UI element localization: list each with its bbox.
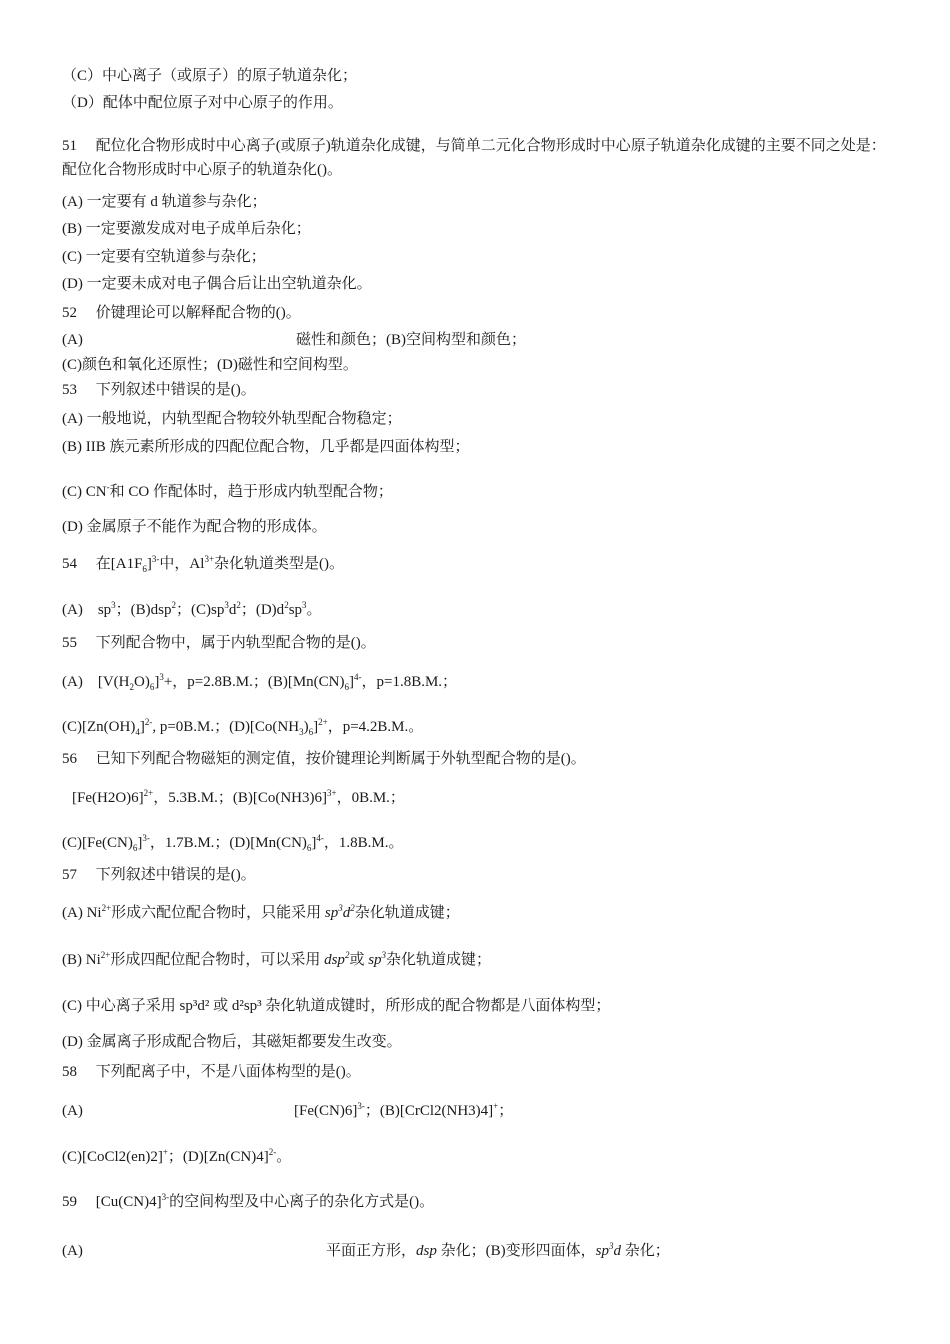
q56-options-cd: $(C)[Fe(CN)_6]^{3-}$，1.7B.M.；$(D)[Mn(CN)_6]^{4-}$，1.8B.M.。 [62, 833, 404, 853]
question-56: 56 已知下列配合物磁矩的测定值，按价键理论判断属于外轨型配合物的是()。 [62, 751, 586, 767]
question-51: 51 配位化合物形成时中心离子(或原子)轨道杂化成键，与简单二元化合物形成时中心原子轨道杂化成键的主要不同之处是：配位化合物形成时中心原子的轨道杂化()。 [62, 138, 886, 178]
question-57: 57 下列叙述中错误的是()。 [62, 867, 256, 883]
q57-option-d: (D) 金属离子形成配合物后，其磁矩都要发生改变。 [62, 1034, 402, 1050]
q57-option-c: (C) 中心离子采用 sp³d² 或 d²sp³ 杂化轨道成键时，所形成的配合物都是八面体构型； [62, 998, 611, 1014]
q58-options-ab: $[Fe(CN)6]^{3-}$；(B)[CrCl2(NH3)4]+； [294, 1101, 514, 1119]
q53-option-c: (C) CN-和 CO 作配体时，趋于形成内轨型配合物； [62, 482, 393, 500]
q57-option-a: (A) $Ni^{2+}$形成六配位配合物时，只能采用 $sp^3d^2$杂化轨道成键； [62, 903, 460, 921]
question-54: 54 在$[A1F_6]^{3-}$中，$Al^{3+}$杂化轨道类型是()。 [62, 554, 345, 574]
question-58: 58 下列配离子中，不是八面体构型的是()。 [62, 1064, 361, 1080]
q56-options-ab: $[Fe(H2O)6]^{2+}$，5.3B.M.；$(B)[Co(NH3)6]^{3+}$，0B.M.； [72, 788, 405, 806]
q55-options-ab: (A) $[V(H_2O)_6]^3+$，p=2.8B.M.；$(B)[Mn(CN)_6]^{4-}$，p=1.8B.M.； [62, 672, 458, 692]
q51-option-d: (D) 一定要未成对电子偶合后让出空轨道杂化。 [62, 276, 372, 292]
q59-option-a-label: (A) [62, 1243, 83, 1259]
q53-option-a: (A) 一般地说，内轨型配合物较外轨型配合物稳定； [62, 411, 402, 427]
q51-option-c: (C) 一定要有空轨道参与杂化； [62, 249, 266, 265]
q53-option-d: (D) 金属原子不能作为配合物的形成体。 [62, 519, 327, 535]
q51-option-b: (B) 一定要激发成对电子成单后杂化； [62, 221, 311, 237]
q58-option-a-label: (A) [62, 1103, 83, 1119]
q53-option-b: (B) IIB 族元素所形成的四配位配合物，几乎都是四面体构型； [62, 439, 470, 455]
question-53: 53 下列叙述中错误的是()。 [62, 382, 256, 398]
question-59: 59 $[Cu(CN)4]^{3-}$的空间构型及中心离子的杂化方式是()。 [62, 1192, 435, 1210]
option-d-prev: （D）配体中配位原子对中心原子的作用。 [62, 95, 343, 111]
q58-options-cd: (C)[CoCl2(en)2]+；$(D)[Zn(CN)4]^{2-}$。 [62, 1147, 292, 1165]
q55-options-cd: $(C)[Zn(OH)_4]^{2-}$, p=0B.M.；$(D)[Co(NH_3)_6]^{2+}$，p=4.2B.M.。 [62, 717, 424, 737]
q52-options-ab: 磁性和颜色；(B)空间构型和颜色； [296, 332, 526, 348]
option-c-prev: （C）中心离子（或原子）的原子轨道杂化； [62, 68, 358, 84]
q54-options: (A) $sp^3$；(B)dsp$^2$；$(C)sp^3d^2$；$(D)d^2sp^3$。 [62, 600, 322, 618]
question-55: 55 下列配合物中，属于内轨型配合物的是()。 [62, 635, 376, 651]
question-52: 52 价键理论可以解释配合物的()。 [62, 305, 301, 321]
q59-options-ab: 平面正方形，dsp 杂化；(B)变形四面体，$sp^3d$ 杂化； [326, 1241, 670, 1259]
q52-options-cd: (C)颜色和氧化还原性；(D)磁性和空间构型。 [62, 357, 358, 373]
q52-option-a-label: (A) [62, 332, 83, 348]
q51-option-a: (A) 一定要有 d 轨道参与杂化； [62, 194, 267, 210]
q57-option-b: (B) $Ni^{2+}$形成四配位配合物时，可以采用 dsp$^2$或 $sp^3$杂化轨道成键； [62, 950, 492, 968]
